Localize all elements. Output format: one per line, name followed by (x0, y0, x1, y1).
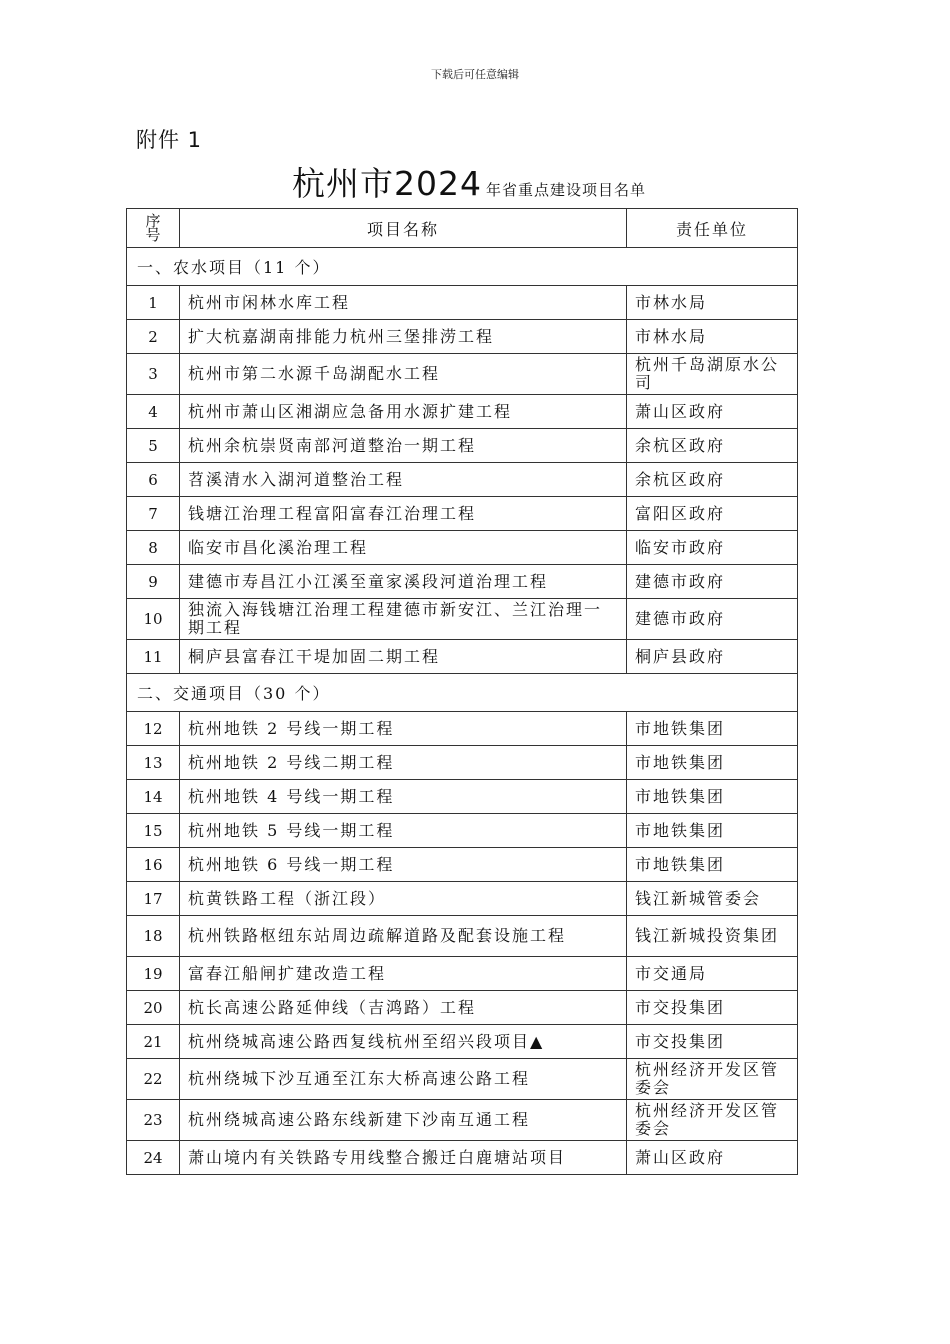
section-row (127, 248, 798, 286)
row-unit: 钱江新城投资集团 (627, 916, 798, 957)
row-num: 9 (127, 565, 180, 599)
row-num: 5 (127, 429, 180, 463)
row-num: 13 (127, 746, 180, 780)
row-num: 16 (127, 848, 180, 882)
header-num-line2: 号 (145, 226, 161, 244)
table-row (127, 429, 798, 463)
row-unit: 市林水局 (627, 286, 798, 320)
row-num: 14 (127, 780, 180, 814)
section-label: 二、交通项目（30 个） (127, 674, 798, 712)
header-name: 项目名称 (180, 209, 627, 248)
row-unit: 萧山区政府 (627, 1141, 798, 1175)
table-row (127, 286, 798, 320)
row-num: 4 (127, 395, 180, 429)
header-num (127, 209, 180, 248)
table-row (127, 599, 798, 640)
row-unit: 杭州千岛湖原水公司 (627, 354, 798, 395)
row-unit: 市地铁集团 (627, 780, 798, 814)
table-row (127, 780, 798, 814)
row-unit: 余杭区政府 (627, 463, 798, 497)
row-unit: 市地铁集团 (627, 814, 798, 848)
row-num: 19 (127, 957, 180, 991)
table-row (127, 814, 798, 848)
row-num: 23 (127, 1100, 180, 1141)
title-sub: 年省重点建设项目名单 (485, 181, 646, 199)
table-row (127, 991, 798, 1025)
row-name: 杭州市闲林水库工程 (180, 286, 627, 320)
row-num: 18 (127, 916, 180, 957)
row-name: 临安市昌化溪治理工程 (180, 531, 627, 565)
table-row (127, 531, 798, 565)
row-unit: 建德市政府 (627, 565, 798, 599)
table-row (127, 463, 798, 497)
row-unit: 萧山区政府 (627, 395, 798, 429)
row-unit: 杭州经济开发区管委会 (627, 1059, 798, 1100)
row-num: 8 (127, 531, 180, 565)
row-unit: 市地铁集团 (627, 848, 798, 882)
row-num: 2 (127, 320, 180, 354)
row-unit: 余杭区政府 (627, 429, 798, 463)
header-unit: 责任单位 (627, 209, 798, 248)
table-row (127, 497, 798, 531)
row-name: 杭州市萧山区湘湖应急备用水源扩建工程 (180, 395, 627, 429)
attachment-label: 附件 1 (136, 128, 203, 152)
row-name: 杭黄铁路工程（浙江段） (180, 882, 627, 916)
row-num: 3 (127, 354, 180, 395)
row-unit: 市地铁集团 (627, 746, 798, 780)
row-num: 24 (127, 1141, 180, 1175)
table-row (127, 320, 798, 354)
row-name: 桐庐县富春江干堤加固二期工程 (180, 640, 627, 674)
table-row (127, 746, 798, 780)
row-name: 杭州绕城高速公路东线新建下沙南互通工程 (180, 1100, 627, 1141)
row-name: 独流入海钱塘江治理工程建德市新安江、兰江治理一期工程 (180, 599, 627, 640)
table-row (127, 565, 798, 599)
row-num: 20 (127, 991, 180, 1025)
table-row (127, 1100, 798, 1141)
row-unit: 市地铁集团 (627, 712, 798, 746)
row-num: 12 (127, 712, 180, 746)
row-name: 杭州绕城下沙互通至江东大桥高速公路工程 (180, 1059, 627, 1100)
row-name: 杭长高速公路延伸线（吉鸿路）工程 (180, 991, 627, 1025)
row-unit: 钱江新城管委会 (627, 882, 798, 916)
section-label: 一、农水项目（11 个） (127, 248, 798, 286)
row-name: 杭州绕城高速公路西复线杭州至绍兴段项目▲ (180, 1025, 627, 1059)
project-table (126, 208, 798, 1175)
row-unit: 市交投集团 (627, 991, 798, 1025)
row-name: 杭州余杭崇贤南部河道整治一期工程 (180, 429, 627, 463)
document-title (292, 158, 646, 205)
row-unit: 市林水局 (627, 320, 798, 354)
row-name: 苕溪清水入湖河道整治工程 (180, 463, 627, 497)
row-name: 建德市寿昌江小江溪至童家溪段河道治理工程 (180, 565, 627, 599)
row-name: 杭州铁路枢纽东站周边疏解道路及配套设施工程 (180, 916, 627, 957)
row-num: 15 (127, 814, 180, 848)
row-num: 22 (127, 1059, 180, 1100)
row-unit: 富阳区政府 (627, 497, 798, 531)
row-name: 萧山境内有关铁路专用线整合搬迁白鹿塘站项目 (180, 1141, 627, 1175)
row-num: 11 (127, 640, 180, 674)
table-row (127, 848, 798, 882)
title-main: 杭州市2024 (292, 164, 482, 203)
row-name: 杭州地铁 2 号线一期工程 (180, 712, 627, 746)
row-num: 17 (127, 882, 180, 916)
header-note: 下载后可任意编辑 (431, 68, 519, 81)
table-row (127, 1059, 798, 1100)
row-name: 杭州地铁 4 号线一期工程 (180, 780, 627, 814)
table-row (127, 640, 798, 674)
row-unit: 市交投集团 (627, 1025, 798, 1059)
row-name: 富春江船闸扩建改造工程 (180, 957, 627, 991)
table-row (127, 395, 798, 429)
table-row (127, 1141, 798, 1175)
row-num: 10 (127, 599, 180, 640)
row-name: 杭州地铁 6 号线一期工程 (180, 848, 627, 882)
row-name: 扩大杭嘉湖南排能力杭州三堡排涝工程 (180, 320, 627, 354)
row-unit: 桐庐县政府 (627, 640, 798, 674)
row-num: 1 (127, 286, 180, 320)
row-name: 杭州市第二水源千岛湖配水工程 (180, 354, 627, 395)
row-unit: 建德市政府 (627, 599, 798, 640)
header-num-line1: 序 (145, 212, 161, 230)
row-name: 杭州地铁 2 号线二期工程 (180, 746, 627, 780)
row-num: 21 (127, 1025, 180, 1059)
row-unit: 市交通局 (627, 957, 798, 991)
table-row (127, 1025, 798, 1059)
table-row (127, 957, 798, 991)
row-unit: 临安市政府 (627, 531, 798, 565)
row-name: 钱塘江治理工程富阳富春江治理工程 (180, 497, 627, 531)
row-num: 7 (127, 497, 180, 531)
table-row (127, 916, 798, 957)
section-row (127, 674, 798, 712)
row-unit: 杭州经济开发区管委会 (627, 1100, 798, 1141)
row-name: 杭州地铁 5 号线一期工程 (180, 814, 627, 848)
table-row (127, 882, 798, 916)
table-header-row (127, 209, 798, 248)
table-row (127, 354, 798, 395)
table-row (127, 712, 798, 746)
row-num: 6 (127, 463, 180, 497)
